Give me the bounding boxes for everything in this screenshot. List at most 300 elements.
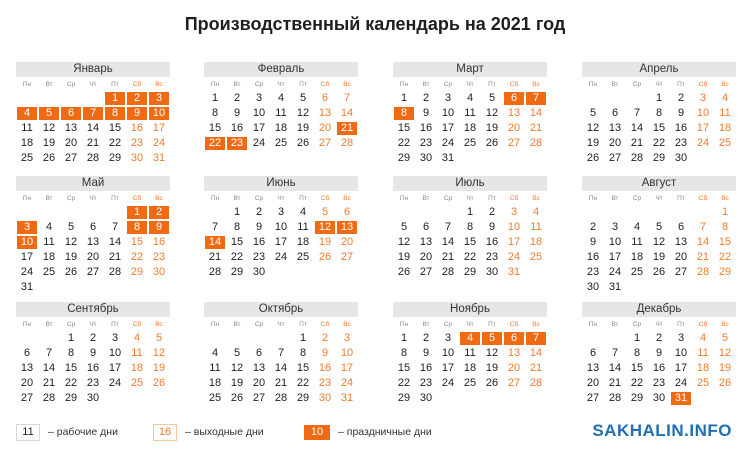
work-day: 9 (89, 347, 97, 359)
work-day: 2 (422, 92, 430, 104)
work-day: 23 (86, 377, 100, 389)
work-day: 11 (464, 347, 476, 359)
work-day: 26 (296, 137, 310, 149)
holiday-day: 5 (38, 106, 60, 121)
weekday-label: Сб (509, 195, 519, 202)
weekend-day: 17 (152, 122, 166, 134)
work-day: 4 (466, 92, 474, 104)
work-day: 29 (296, 392, 310, 404)
work-day: 3 (111, 332, 119, 344)
work-day: 10 (252, 107, 266, 119)
work-day: 15 (208, 122, 222, 134)
work-day: 27 (20, 392, 34, 404)
empty-cell (415, 205, 437, 220)
work-day: 28 (208, 266, 222, 278)
work-day: 6 (23, 347, 31, 359)
work-day: 17 (441, 122, 455, 134)
holiday-day: 13 (336, 220, 358, 235)
weekend-day: 17 (507, 236, 521, 248)
month-name: Апрель (582, 62, 736, 77)
work-day: 2 (589, 221, 597, 233)
work-day: 22 (108, 137, 122, 149)
empty-cell (60, 91, 82, 106)
work-day: 20 (20, 377, 34, 389)
work-day: 15 (652, 122, 666, 134)
weekday-label: Вт (233, 195, 241, 202)
work-day: 25 (20, 152, 34, 164)
holiday-day: 7 (525, 91, 547, 106)
work-day: 30 (586, 281, 600, 293)
weekend-day: 26 (152, 377, 166, 389)
weekend-day: 27 (340, 251, 354, 263)
work-day: 15 (296, 362, 310, 374)
work-day: 23 (674, 137, 688, 149)
weekend-day: 14 (529, 107, 543, 119)
weekday-label: Чт (277, 81, 285, 88)
weekend-day: 18 (718, 122, 732, 134)
weekend-day: 1 (721, 206, 729, 218)
work-day: 2 (488, 206, 496, 218)
work-day: 13 (252, 362, 266, 374)
work-day: 20 (674, 251, 688, 263)
work-day: 13 (20, 362, 34, 374)
work-day: 21 (630, 137, 644, 149)
legend-holiday-swatch: 10 (304, 425, 330, 440)
work-day: 20 (64, 137, 78, 149)
weekend-day: 13 (507, 347, 521, 359)
work-day: 15 (397, 122, 411, 134)
holiday-day: 8 (393, 106, 415, 121)
weekday-label: Пн (22, 321, 32, 328)
work-day: 8 (466, 221, 474, 233)
weekend-day: 15 (130, 236, 144, 248)
holiday-day: 31 (670, 391, 692, 406)
weekend-day: 3 (510, 206, 518, 218)
weekday-label: Вс (155, 321, 163, 328)
weekday-label: Сб (698, 195, 708, 202)
work-day: 6 (611, 107, 619, 119)
day-grid (16, 319, 170, 421)
weekday-label: Вт (233, 81, 241, 88)
work-day: 11 (297, 221, 309, 233)
weekend-day: 31 (340, 392, 354, 404)
weekday-label: Вт (611, 321, 619, 328)
weekend-day: 4 (699, 332, 707, 344)
holiday-day: 2 (148, 205, 170, 220)
weekday-label: Пт (111, 321, 119, 328)
weekend-day: 31 (507, 266, 521, 278)
work-day: 16 (252, 236, 266, 248)
weekend-day: 6 (343, 206, 351, 218)
empty-cell (60, 205, 82, 220)
holiday-day: 10 (16, 235, 38, 250)
work-day: 2 (89, 332, 97, 344)
weekday-label: Вс (532, 81, 540, 88)
work-day: 5 (233, 347, 241, 359)
work-day: 29 (652, 152, 666, 164)
work-day: 29 (463, 266, 477, 278)
work-day: 12 (485, 347, 499, 359)
holiday-day: 23 (226, 136, 248, 151)
empty-cell (626, 205, 648, 220)
work-day: 4 (633, 221, 641, 233)
weekday-label: Сб (132, 195, 142, 202)
work-day: 24 (274, 251, 288, 263)
weekday-label: Вс (721, 321, 729, 328)
weekday-label: Ср (632, 195, 642, 202)
work-day: 11 (631, 236, 643, 248)
weekend-day: 4 (532, 206, 540, 218)
legend-working-days (16, 422, 118, 442)
work-day: 12 (64, 236, 78, 248)
weekend-day: 4 (133, 332, 141, 344)
work-day: 17 (674, 362, 688, 374)
work-day: 30 (674, 152, 688, 164)
holiday-day: 8 (126, 220, 148, 235)
work-day: 15 (230, 236, 244, 248)
holiday-day: 1 (126, 205, 148, 220)
weekend-day: 21 (529, 122, 543, 134)
weekday-label: Вс (532, 195, 540, 202)
work-day: 14 (274, 362, 288, 374)
empty-cell (16, 331, 38, 346)
holiday-day: 2 (126, 91, 148, 106)
work-day: 23 (586, 266, 600, 278)
weekend-day: 30 (130, 152, 144, 164)
work-day: 14 (42, 362, 56, 374)
work-day: 24 (20, 266, 34, 278)
work-day: 24 (608, 266, 622, 278)
weekend-day: 15 (718, 236, 732, 248)
work-day: 23 (252, 251, 266, 263)
work-day: 18 (296, 236, 310, 248)
weekday-label: Сб (698, 321, 708, 328)
weekend-day: 20 (340, 236, 354, 248)
legend-working-swatch: 11 (16, 424, 40, 441)
work-day: 9 (655, 347, 663, 359)
work-day: 7 (633, 107, 641, 119)
work-day: 24 (252, 137, 266, 149)
work-day: 1 (655, 92, 663, 104)
month-block (204, 176, 358, 295)
empty-cell (604, 205, 626, 220)
weekend-day: 25 (718, 137, 732, 149)
work-day: 2 (233, 92, 241, 104)
work-day: 3 (611, 221, 619, 233)
work-day: 28 (274, 392, 288, 404)
weekday-label: Пн (588, 81, 598, 88)
holiday-day: 21 (336, 121, 358, 136)
work-day: 9 (488, 221, 496, 233)
work-day: 1 (400, 332, 408, 344)
work-day: 11 (43, 236, 55, 248)
month-block (393, 302, 547, 421)
work-day: 3 (277, 206, 285, 218)
work-day: 7 (611, 347, 619, 359)
legend-working-label: – рабочие дни (48, 426, 118, 438)
work-day: 12 (42, 122, 56, 134)
work-day: 21 (274, 377, 288, 389)
empty-cell (204, 205, 226, 220)
work-day: 18 (42, 251, 56, 263)
weekday-label: Пт (488, 81, 496, 88)
weekend-day: 7 (343, 92, 351, 104)
work-day: 27 (608, 152, 622, 164)
holiday-day: 8 (104, 106, 126, 121)
work-day: 7 (211, 221, 219, 233)
empty-cell (582, 331, 604, 346)
month-block (582, 176, 736, 295)
legend-weekend-swatch: 16 (153, 424, 177, 441)
month-block (393, 176, 547, 295)
work-day: 10 (441, 107, 455, 119)
weekend-day: 24 (696, 137, 710, 149)
day-grid (393, 193, 547, 295)
work-day: 19 (397, 251, 411, 263)
weekend-day: 13 (318, 107, 332, 119)
work-day: 25 (630, 266, 644, 278)
work-day: 16 (86, 362, 100, 374)
work-day: 27 (86, 266, 100, 278)
work-day: 1 (466, 206, 474, 218)
weekday-label: Чт (89, 195, 97, 202)
work-day: 9 (677, 107, 685, 119)
work-day: 2 (655, 332, 663, 344)
work-day: 2 (422, 332, 430, 344)
work-day: 4 (45, 221, 53, 233)
weekend-day: 11 (131, 347, 143, 359)
weekday-label: Вт (45, 321, 53, 328)
work-day: 26 (397, 266, 411, 278)
weekday-label: Вт (45, 81, 53, 88)
work-day: 2 (677, 92, 685, 104)
weekday-label: Ср (632, 81, 642, 88)
work-day: 26 (485, 377, 499, 389)
work-day: 25 (274, 137, 288, 149)
weekend-day: 23 (152, 251, 166, 263)
work-day: 6 (422, 221, 430, 233)
work-day: 19 (296, 122, 310, 134)
weekday-label: Чт (466, 81, 474, 88)
holiday-day: 12 (314, 220, 336, 235)
work-day: 17 (274, 236, 288, 248)
work-day: 5 (488, 92, 496, 104)
weekend-day: 5 (321, 206, 329, 218)
weekend-day: 16 (130, 122, 144, 134)
weekday-label: Пн (399, 195, 409, 202)
work-day: 25 (463, 377, 477, 389)
work-day: 22 (630, 377, 644, 389)
work-day: 4 (299, 206, 307, 218)
month-block (204, 62, 358, 181)
work-day: 4 (211, 347, 219, 359)
weekend-day: 5 (155, 332, 163, 344)
work-day: 7 (45, 347, 53, 359)
empty-cell (604, 331, 626, 346)
weekday-label: Пт (677, 321, 685, 328)
weekday-label: Сб (698, 81, 708, 88)
holiday-day: 7 (525, 331, 547, 346)
holiday-day: 6 (60, 106, 82, 121)
work-day: 20 (586, 377, 600, 389)
weekday-label: Пт (111, 81, 119, 88)
weekend-day: 14 (696, 236, 710, 248)
weekend-day: 20 (507, 362, 521, 374)
legend-weekend-label: – выходные дни (185, 426, 264, 438)
work-day: 28 (86, 152, 100, 164)
weekend-day: 23 (130, 137, 144, 149)
work-day: 2 (255, 206, 263, 218)
month-name: Июнь (204, 176, 358, 191)
work-day: 28 (108, 266, 122, 278)
work-day: 17 (441, 362, 455, 374)
weekday-label: Ср (443, 195, 453, 202)
weekend-day: 26 (718, 377, 732, 389)
day-grid (16, 193, 170, 295)
work-day: 23 (419, 377, 433, 389)
month-name: Январь (16, 62, 170, 77)
work-day: 19 (42, 137, 56, 149)
work-day: 17 (108, 362, 122, 374)
weekend-day: 18 (696, 362, 710, 374)
work-day: 5 (67, 221, 75, 233)
weekday-label: Ср (443, 321, 453, 328)
work-day: 7 (111, 221, 119, 233)
weekday-label: Чт (655, 195, 663, 202)
work-day: 1 (400, 92, 408, 104)
holiday-day: 10 (148, 106, 170, 121)
work-day: 25 (42, 266, 56, 278)
work-day: 29 (108, 152, 122, 164)
holiday-day: 14 (204, 235, 226, 250)
work-day: 16 (485, 236, 499, 248)
weekday-label: Вс (721, 81, 729, 88)
weekday-label: Чт (89, 81, 97, 88)
month-name: Май (16, 176, 170, 191)
work-day: 3 (444, 92, 452, 104)
empty-cell (16, 205, 38, 220)
work-day: 28 (441, 266, 455, 278)
work-day: 25 (296, 251, 310, 263)
month-block (582, 302, 736, 421)
work-day: 30 (252, 266, 266, 278)
weekday-label: Сб (132, 81, 142, 88)
work-day: 18 (274, 122, 288, 134)
work-day: 11 (464, 107, 476, 119)
weekday-label: Пн (22, 195, 32, 202)
weekday-label: Ср (66, 195, 76, 202)
weekday-label: Вт (422, 81, 430, 88)
empty-cell (582, 205, 604, 220)
work-day: 24 (441, 137, 455, 149)
work-day: 18 (630, 251, 644, 263)
work-day: 19 (485, 362, 499, 374)
work-day: 18 (463, 362, 477, 374)
weekday-label: Чт (89, 321, 97, 328)
work-day: 5 (299, 92, 307, 104)
work-day: 5 (655, 221, 663, 233)
work-day: 29 (397, 392, 411, 404)
weekend-day: 29 (718, 266, 732, 278)
weekend-day: 23 (318, 377, 332, 389)
work-day: 25 (463, 137, 477, 149)
empty-cell (204, 331, 226, 346)
empty-cell (670, 205, 692, 220)
work-day: 23 (419, 137, 433, 149)
month-name: Октябрь (204, 302, 358, 317)
work-day: 28 (42, 392, 56, 404)
weekday-label: Пт (488, 321, 496, 328)
weekday-label: Вс (343, 81, 351, 88)
work-day: 14 (108, 236, 122, 248)
legend-holiday-days (304, 422, 432, 442)
month-name: Ноябрь (393, 302, 547, 317)
weekday-label: Пт (299, 321, 307, 328)
weekend-day: 22 (130, 251, 144, 263)
weekday-label: Пн (22, 81, 32, 88)
empty-cell (692, 205, 714, 220)
weekend-day: 20 (318, 122, 332, 134)
work-day: 9 (255, 221, 263, 233)
holiday-day: 4 (459, 331, 481, 346)
work-day: 16 (419, 362, 433, 374)
work-day: 9 (589, 236, 597, 248)
work-day: 21 (441, 251, 455, 263)
day-grid (582, 193, 736, 295)
weekday-label: Пт (677, 195, 685, 202)
empty-cell (104, 205, 126, 220)
empty-cell (82, 205, 104, 220)
work-day: 16 (674, 122, 688, 134)
weekend-day: 10 (340, 347, 354, 359)
work-day: 29 (64, 392, 78, 404)
weekday-label: Вс (343, 321, 351, 328)
work-day: 13 (674, 236, 688, 248)
weekday-label: Чт (277, 195, 285, 202)
work-day: 19 (586, 137, 600, 149)
work-day: 19 (64, 251, 78, 263)
weekday-label: Сб (509, 81, 519, 88)
work-day: 27 (674, 266, 688, 278)
weekend-day: 29 (130, 266, 144, 278)
day-grid (204, 193, 358, 295)
weekend-day: 9 (321, 347, 329, 359)
work-day: 12 (485, 107, 499, 119)
month-block (393, 62, 547, 181)
work-day: 27 (586, 392, 600, 404)
work-day: 26 (652, 266, 666, 278)
work-day: 19 (485, 122, 499, 134)
weekday-label: Вс (532, 321, 540, 328)
work-day: 18 (20, 137, 34, 149)
weekday-label: Сб (132, 321, 142, 328)
weekend-day: 14 (340, 107, 354, 119)
weekday-label: Чт (466, 195, 474, 202)
work-day: 13 (86, 236, 100, 248)
work-day: 16 (652, 362, 666, 374)
work-day: 1 (633, 332, 641, 344)
work-day: 20 (252, 377, 266, 389)
site-logo[interactable]: SAKHALIN.INFO (592, 421, 732, 440)
weekend-day: 19 (152, 362, 166, 374)
work-day: 13 (586, 362, 600, 374)
month-block (582, 62, 736, 181)
work-day: 13 (608, 122, 622, 134)
weekend-day: 10 (696, 107, 710, 119)
work-day: 15 (64, 362, 78, 374)
weekend-day: 17 (340, 362, 354, 374)
work-day: 13 (419, 236, 433, 248)
